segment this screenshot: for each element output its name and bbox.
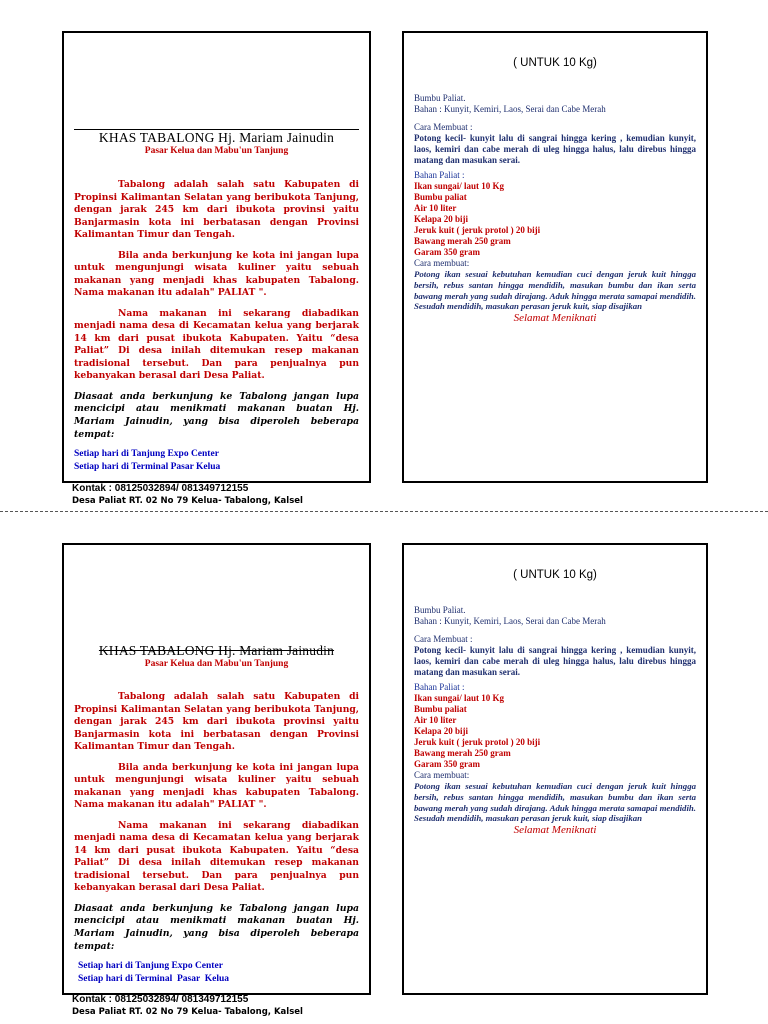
visit-paragraph: Bila anda berkunjung ke kota ini jangan lupa untuk mengunjungi wisata kuliner yaitu sebuah makanan yang menjadi khas kabupaten Tabalong. Nama makanan itu adalah" PALIAT ".: [74, 249, 359, 298]
ingredient-item: Bawang merah 250 gram: [414, 236, 511, 246]
recipe-title: ( UNTUK 10 Kg): [513, 569, 597, 581]
card-subtitle: Pasar Kelua dan Mabu'un Tanjung: [144, 659, 289, 669]
italic-note: Diasaat anda berkunjung ke Tabalong jangan lupa mencicipi atau menikmati makanan buatan Hj. Mariam Jainudin, yang bisa diperoleh beberapa tempat:: [74, 390, 359, 440]
card-body: [74, 179, 359, 474]
italic-note: Diasaat anda berkunjung ke Tabalong jangan lupa mencicipi atau menikmati makanan buatan Hj. Mariam Jainudin, yang bisa diperoleh beberapa tempat:: [74, 902, 359, 952]
recipe-title: ( UNTUK 10 Kg): [513, 57, 597, 69]
contact-phone: Kontak : 08125032894/ 081349712155: [72, 483, 249, 494]
closing-text: Selamat Meniknati: [513, 312, 597, 325]
card-title-block: [74, 129, 359, 156]
cara-heading-2: Cara membuat:: [414, 258, 470, 268]
ingredient-item: Garam 350 gram: [414, 247, 480, 257]
recipe-card-right-bottom: [402, 543, 708, 995]
ingredient-item: Kelapa 20 biji: [414, 214, 469, 224]
bahan-heading: Bahan Paliat :: [414, 170, 465, 180]
cut-line-divider: [0, 511, 768, 512]
closing-text: Selamat Meniknati: [513, 824, 597, 837]
intro-paragraph: Tabalong adalah salah satu Kabupaten di Propinsi Kalimantan Selatan yang beribukota Tanjung, dengan jarak 245 km dari ibukota provinsi yaitu Banjarmasin kota ini berbatasan dengan Provinsi Kalimantan Timur dan Tengah.: [74, 179, 359, 240]
brochure-card-left-top: [62, 31, 371, 483]
ingredient-item: Air 10 liter: [414, 203, 457, 213]
bumbu-ingredients: Bahan : Kunyit, Kemiri, Laos, Serai dan Cabe Merah: [414, 616, 606, 626]
bumbu-heading: Bumbu Paliat.: [414, 605, 466, 615]
card-body: [74, 691, 359, 986]
bahan-heading: Bahan Paliat :: [414, 682, 465, 692]
visit-paragraph: Bila anda berkunjung ke kota ini jangan lupa untuk mengunjungi wisata kuliner yaitu sebuah makanan yang menjadi khas kabupaten Tabalong. Nama makanan itu adalah" PALIAT ".: [74, 761, 359, 810]
cara-text-2: Potong ikan sesuai kebutuhan kemudian cuci dengan jeruk kuit hingga bersih, rebus santan hingga mendidih, masukan bumbu dan ikan serta bawang merah yang sudah dirajang. Aduk hingga merata samapai mendidih. Sesudah mendidih, masukan perasan jeruk kuit, siap disajikan: [414, 269, 696, 312]
contact-address: Desa Paliat RT. 02 No 79 Kelua- Tabalong, Kalsel: [72, 496, 303, 506]
ingredient-item: Ikan sungai/ laut 10 Kg: [414, 693, 505, 703]
ingredient-item: Garam 350 gram: [414, 759, 480, 769]
card-title: KHAS TABALONG Hj. Mariam Jainudin: [98, 643, 335, 658]
cara-heading-2: Cara membuat:: [414, 770, 470, 780]
bumbu-ingredients: Bahan : Kunyit, Kemiri, Laos, Serai dan Cabe Merah: [414, 104, 606, 114]
card-title-block: [74, 643, 359, 669]
bumbu-heading: Bumbu Paliat.: [414, 93, 466, 103]
ingredient-item: Ikan sungai/ laut 10 Kg: [414, 181, 505, 191]
cara-text-1: Potong kecil- kunyit lalu di sangrai hingga kering , kemudian kunyit, laos, kemiri dan cabe merah di uleg hingga halus, lalu direbus hingga matang dan masukan serai.: [414, 133, 696, 165]
card-subtitle: Pasar Kelua dan Mabu'un Tanjung: [144, 146, 289, 156]
recipe-body: [414, 569, 696, 836]
ingredient-item: Jeruk kuit ( jeruk protol ) 20 biji: [414, 737, 541, 747]
ingredient-item: Bumbu paliat: [414, 704, 467, 714]
brochure-card-left-bottom: [62, 543, 371, 995]
recipe-card-right-top: [402, 31, 708, 483]
cara-text-2: Potong ikan sesuai kebutuhan kemudian cuci dengan jeruk kuit hingga bersih, rebus santan hingga mendidih, masukan bumbu dan ikan serta bawang merah yang sudah dirajang. Aduk hingga merata samapai mendidih. Sesudah mendidih, masukan perasan jeruk kuit, siap disajikan: [414, 781, 696, 824]
place-item: Setiap hari di Tanjung Expo Center: [74, 448, 219, 459]
recipe-body: [414, 57, 696, 324]
origin-paragraph: Nama makanan ini sekarang diabadikan menjadi nama desa di Kecamatan kelua yang berjarak 14 km dari pusat ibukota Kabupaten. Yaitu “desa Paliat” Di desa inilah ditemukan resep makanan tradisional tersebut. Dan para penjualnya pun kebanyakan berasal dari Desa Paliat.: [74, 819, 359, 893]
place-item: Setiap hari di Terminal Pasar Kelua: [74, 461, 221, 472]
contact-address: Desa Paliat RT. 02 No 79 Kelua- Tabalong, Kalsel: [72, 1007, 303, 1017]
ingredient-item: Air 10 liter: [414, 715, 457, 725]
cara-heading-1: Cara Membuat :: [414, 634, 473, 644]
ingredient-item: Bawang merah 250 gram: [414, 748, 511, 758]
cara-text-1: Potong kecil- kunyit lalu di sangrai hingga kering , kemudian kunyit, laos, kemiri dan cabe merah di uleg hingga halus, lalu direbus hingga matang dan masukan serai.: [414, 645, 696, 677]
place-item: Setiap hari di Tanjung Expo Center: [78, 960, 223, 971]
card-title: KHAS TABALONG Hj. Mariam Jainudin: [74, 129, 359, 146]
place-item: Setiap hari di Terminal Pasar Kelua: [78, 973, 230, 984]
ingredient-item: Jeruk kuit ( jeruk protol ) 20 biji: [414, 225, 541, 235]
contact-phone: Kontak : 08125032894/ 081349712155: [72, 994, 249, 1005]
intro-paragraph: Tabalong adalah salah satu Kabupaten di Propinsi Kalimantan Selatan yang beribukota Tanjung, dengan jarak 245 km dari ibukota provinsi yaitu Banjarmasin kota ini berbatasan dengan Provinsi Kalimantan Timur dan Tengah.: [74, 691, 359, 752]
ingredient-item: Bumbu paliat: [414, 192, 467, 202]
cara-heading-1: Cara Membuat :: [414, 122, 473, 132]
ingredient-item: Kelapa 20 biji: [414, 726, 469, 736]
origin-paragraph: Nama makanan ini sekarang diabadikan menjadi nama desa di Kecamatan kelua yang berjarak 14 km dari pusat ibukota Kabupaten. Yaitu “desa Paliat” Di desa inilah ditemukan resep makanan tradisional tersebut. Dan para penjualnya pun kebanyakan berasal dari Desa Paliat.: [74, 307, 359, 381]
